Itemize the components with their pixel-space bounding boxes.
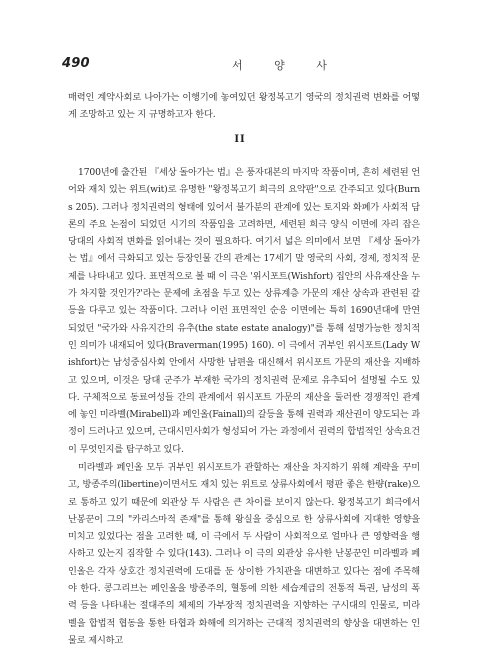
page-header [62, 56, 438, 76]
page-number: 490 [62, 56, 90, 71]
body-paragraph-2: 미라벨과 페인올 모두 귀부인 위시포트가 관할하는 재산을 차지하기 위해 계략을 꾸미고, 방종주의(libertine)이면서도 재치 있는 위트로 상류사회에서 평판 좋은 한량(rake)으로 통하고 있기 때문에 외관상 두 사람은 큰 차이를 보이지 않는다. 왕정복고기 희극에서 난봉꾼이 그의 "카리스마적 존재"를 통해 왕실을 중심으로 한 상류사회에 지대한 영향을 미치고 있었다는 점을 고려한 때, 이 극에서 두 사람이 사회적으로 얼마나 큰 영향력을 행사하고 있는지 짐작할 수 있다(143). 그러나 이 극의 외관상 유사한 난봉꾼인 미라벨과 페인올은 각자 상호간 정치권력에 도대를 둔 상이한 가치관을 대변하고 있다는 점에 주목해야 한다. 콩그리브는 페인올을 방종주의, 혈통에 의한 세습계급의 전통적 특권, 남성의 폭력 등을 나타내는 절대주의 체제의 가부장적 정치권력을 지향하는 구시대의 인물로, 미라벨을 합법적 협동을 통한 타협과 화해에 의거하는 근대적 정치권력의 향상을 대변하는 인물로 제시하고 [68, 462, 420, 646]
running-title: 서 양 사 [232, 59, 341, 72]
section-number: II [234, 134, 246, 145]
body-paragraph-1: 1700년에 출간된 『세상 돌아가는 법』은 풍자대본의 마지막 작품이며, 흔히 세련된 언어와 재치 있는 위트(wit)로 유명한 "왕정복고기 희극의 요약판"으로 간주되고 있다(Burns 205). 그러나 정치권력의 형태에 있어서 불가분의 관계에 있는 토지와 화폐가 사회적 담론의 주요 논점이 되었던 시기의 작품임을 고려하면, 세련된 희극 양식 이면에 자리 잡은 당대의 사회적 변화를 읽어내는 것이 필요하다. 여기서 넓은 의미에서 보면 『세상 돌아가는 법』에서 극화되고 있는 등장인물 간의 관계는 17세기 말 영국의 사회, 경제, 정치적 문제를 나타내고 있다. 표면적으로 볼 때 이 극은 '위시포트(Wishfort) 집안의 사유재산을 누가 차지할 것인가?'라는 문제에 초점을 두고 있는 상류계층 가문의 재산 상속과 관련된 갈등을 다루고 있는 작품이다. 그러나 이런 표면적인 순응 이면에는 특히 1690년대에 만연되었던 "국가와 사유지간의 유추(the state estate analogy)"를 통해 설명가능한 정치적인 의미가 내재되어 있다(Braverman(1995) 160). 이 극에서 귀부인 위시포트(Lady Wishfort)는 남성중심사회 안에서 사망한 남편을 대신해서 위시포트 가문의 재산을 지배하고 있으며, 이것은 당대 군주가 부재한 국가의 정치권력 문제로 유추되어 설명될 수도 있다. 구체적으로 동료여성들 간의 관계에서 위시포트 가문의 재산을 둘러싼 경쟁적인 관계에 놓인 미라벨(Mirabell)과 페인올(Fainall)의 갈등을 통해 권력과 재산권이 양도되는 과정이 드러나고 있으며, 근대시민사회가 형성되어 가는 과정에서 권력의 합법적인 상속요건이 무엇인지를 탐구하고 있다. [68, 167, 420, 455]
intro-paragraph: 매력인 계약사회로 나아가는 이행기에 놓여있던 왕정복고기 영국의 정치권력 변화를 어떻게 조망하고 있는 지 규명하고자 한다. [68, 92, 420, 121]
